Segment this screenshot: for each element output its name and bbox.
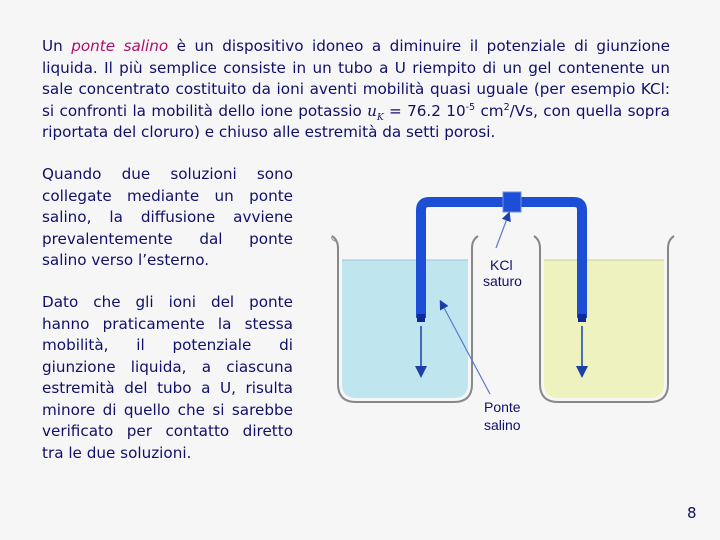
kcl-pointer — [496, 216, 508, 248]
right-solution — [544, 260, 664, 398]
right-beaker — [534, 236, 674, 402]
right-porous-plug — [578, 314, 586, 322]
label-ponte: Ponte — [484, 399, 521, 415]
intro-text-2: è un dispositivo idoneo a diminuire il potenziale di giunzione liquida. Il più semplice consiste in un tubo a U riempito di un gel contenente un sale concentrato costituito da ioni aventi mobilità quasi uguale (per esempio KCl: si confronti la mobilità dello ione potassio — [42, 37, 670, 120]
mobility-symbol: $u_K$ — [367, 101, 384, 123]
term-ponte-salino: ponte salino — [71, 37, 169, 55]
label-salino: salino — [484, 417, 521, 433]
tube-joint — [503, 192, 521, 212]
left-beaker — [332, 236, 478, 402]
left-solution — [342, 260, 468, 398]
exponent-minus-five: -5 — [465, 101, 476, 113]
intro-text-3: = 76.2 10 — [383, 101, 466, 120]
diffusion-paragraph: Quando due soluzioni sono collegate mediante un ponte salino, la diffusione avviene prevalentemente dal ponte salino verso l’esterno. — [42, 165, 293, 269]
label-saturo: saturo — [483, 273, 522, 289]
mobility-paragraph: Dato che gli ioni del ponte hanno praticamente la stessa mobilità, il potenziale di giunzione liquida, a ciascuna estremità del tubo a U, risulta minore di quello che si sarebbe verificato per contatto diretto tra le due soluzioni. — [42, 293, 293, 462]
exponent-two: 2 — [503, 101, 510, 113]
intro-text-4: cm — [475, 101, 504, 120]
left-porous-plug — [417, 314, 425, 322]
intro-text-5: /Vs, con quella sopra riportata del cloruro) e chiuso alle estremità da setti porosi. — [42, 101, 670, 141]
intro-text-1: Un — [42, 37, 72, 55]
intro-paragraph — [42, 36, 670, 144]
label-kcl: KCl — [490, 257, 513, 273]
salt-bridge-diagram — [320, 176, 680, 446]
page-number: 8 — [687, 504, 697, 522]
